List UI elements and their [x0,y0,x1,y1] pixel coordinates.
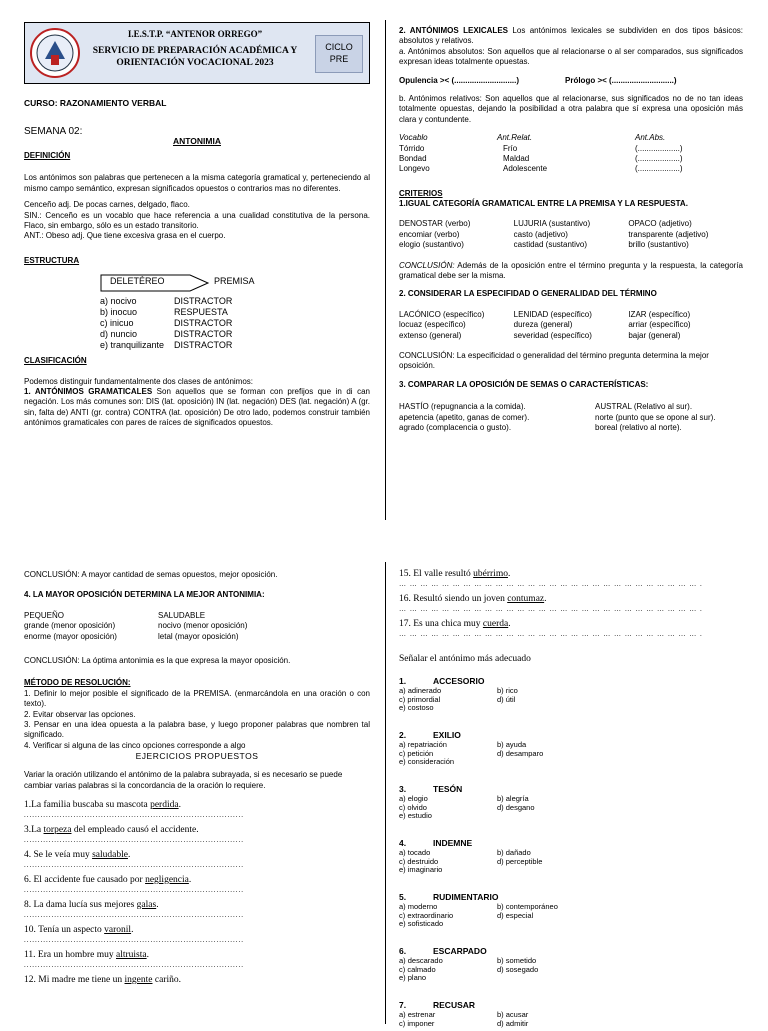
text-cell: locuaz (específico) [399,320,466,330]
text-cell: altruista [116,949,147,960]
text-cell: brillo (sustantivo) [628,240,689,250]
structure-option [100,318,232,329]
text-cell: elogio (sustantivo) [399,240,464,250]
text-cell: DISTRACTOR [174,318,233,329]
question [399,785,743,839]
text-cell: a) estrenar [399,1010,436,1020]
text-cell: . [156,899,159,910]
text-cell: CONCLUSIÓN: [399,260,455,270]
text-cell: Opulencia >< (............................) [399,75,520,85]
metodo-step: 2. Evitar observar las opciones. [24,709,136,719]
text-cell: 4. [399,838,407,849]
conclusion-semas: CONCLUSIÓN: A mayor cantidad de semas opuestos, mejor oposición. [24,570,278,579]
example-line-3: ANT.: Obeso adj. Que tiene excesiva grasa en el cuerpo. [24,231,226,241]
text-cell: DENOSTAR (verbo) [399,219,471,229]
text-cell: b) ayuda [497,740,527,750]
table-row [399,164,743,174]
text-cell: b) dañado [497,848,531,858]
text-cell: b) contemporáneo [497,902,558,912]
text-cell: … … … … … … … … … … … … … … … … … … … … … … … … … … … … . [399,580,703,589]
text-cell: casto (adjetivo) [513,229,568,239]
definicion-heading: DEFINICIÓN [24,151,71,161]
text-cell: c) inicuo [100,318,134,329]
topic-title: ANTONIMIA [172,136,221,147]
text-cell: c) extraordinario [399,910,454,920]
text-cell: EXILIO [433,730,461,741]
text-cell: d) útil [497,694,516,704]
metodo-step: 3. Pensar en una idea opuesta a la palabra base, y luego proponer palabras que nombren tal significado. [24,719,370,740]
criterio-3-examples [399,402,743,433]
text-cell: encomiar (verbo) [399,229,460,239]
text-cell: Ant.Abs. [635,133,666,143]
text-cell: . [131,924,134,935]
text-cell: 1.La familia buscaba su mascota [24,799,151,810]
text-cell: RESPUESTA [174,307,228,318]
text-cell: ................................................................................ [24,911,244,920]
text-cell: ESCARPADO [433,946,487,957]
text-cell: d) especial [497,910,534,920]
text-cell: . [544,594,547,604]
gramaticales-paragraph [24,387,370,429]
text-cell: d) nuncio [100,329,138,340]
text-cell: arriar (específico) [628,320,691,330]
text-cell: galas [136,899,157,910]
structure-option [100,296,232,307]
conclusion-optima: CONCLUSIÓN: La óptima antonimia es la que expresa la mayor oposición. [24,655,291,665]
text-cell: Tórrido [399,143,425,153]
text-cell: a) elogio [399,794,428,804]
text-cell: AUSTRAL (Relativo al sur). [595,402,693,412]
text-cell: d) desgano [497,802,535,812]
exercise-instruction: Variar la oración utilizando el antónimo de la palabra subrayada, si es necesario se puede cambiar varias palabras si la concordancia de la oración lo requiere. [24,770,343,790]
structure-option [100,307,232,318]
text-cell: a) repatriación [399,740,447,750]
text-cell: . [508,619,511,629]
text-cell: transparente (adjetivo) [628,229,709,239]
text-cell: CICLO PRE [325,42,353,64]
text-cell: RECUSAR [433,1000,476,1011]
text-cell: Bondad [399,153,427,163]
text-cell: b) sometido [497,956,537,966]
question [399,1001,743,1031]
text-cell: c) petición [399,748,434,758]
text-cell: 10. Tenía un aspecto [24,924,105,935]
definicion-text: Los antónimos son palabras que pertenecen a la misma categoría gramatical y, perteneciendo al mismo campo semántico, expresan significados opuestos o contrarios mas no diferentes. [24,173,370,193]
text-cell: grande (menor oposición) [24,621,116,631]
text-cell: . [127,849,131,860]
exercise-sentence [399,568,703,593]
text-cell: . [507,569,511,579]
criterio-1: 1.IGUAL CATEGORÍA GRAMATICAL ENTRE LA PREMISA Y LA RESPUESTA. [399,199,688,209]
question [399,731,743,785]
text-cell: DISTRACTOR [174,329,233,340]
structure-option [100,329,232,340]
relativos-paragraph: b. Antónimos relativos: Son aquellos que al relacionarse, sus significados no de no tan ideas totalmente opuestas, dejando la posibilidad a otra palabra que sí expresa una oposición más clara y contundente. [399,93,743,124]
text-cell: b) alegría [497,794,529,804]
program-line-2: ORIENTACIÓN VOCACIONAL 2023 [116,58,274,69]
exercise-sentence [24,874,244,899]
criterio-1-conclusion [399,261,743,282]
absolutos-paragraph: a. Antónimos absolutos: Son aquellos que al relacionarse o al ser comparados, sus significados expresan ideas totalmente opuestas. [399,46,743,67]
text-cell: dureza (general) [513,320,573,330]
text-cell: RUDIMENTARIO [433,892,499,903]
antonym-section-header: Señalar el antónimo más adecuado [399,654,531,664]
text-cell: e) costoso [399,703,434,713]
text-cell: LACÓNICO (específico) [399,309,485,319]
table-row [399,144,743,154]
institution-logo [29,27,81,79]
criterio-1-examples [399,219,743,250]
lexicales-paragraph [399,26,743,47]
text-cell: (...................) [635,143,683,153]
text-cell: a) nocivo [100,296,137,307]
exercise-sentence [399,593,703,618]
exercise-sentence [399,618,703,643]
text-cell: IZAR (específico) [628,309,691,319]
page1-left-column [24,22,370,429]
text-cell: saludable [92,849,128,860]
text-cell: LUJURIA (sustantivo) [513,219,591,229]
text-cell: DISTRACTOR [174,296,233,307]
text-cell: 1. ANTÓNIMOS GRAMATICALES [24,387,153,396]
criterio-2: 2. CONSIDERAR LA ESPECIFIDAD O GENERALIDAD DEL TÉRMINO [399,289,657,299]
premise-word: DELETÉREO [110,276,165,287]
text-cell: e) tranquilizante [100,340,165,351]
text-cell: SALUDABLE [158,610,206,620]
text-cell: apetencia (apetito, ganas de comer). [399,412,530,422]
text-cell: e) imaginario [399,865,443,875]
text-cell: b) acusar [497,1010,529,1020]
multiple-choice-questions [399,677,743,1031]
page1-right-column [399,26,743,433]
text-cell: d) desamparo [497,748,544,758]
text-cell: ................................................................................ [24,886,244,895]
page2-right-column [399,568,743,1031]
structure-option [100,340,232,351]
text-cell: c) calmado [399,964,436,974]
text-cell: (...................) [635,153,683,163]
course-title: CURSO: RAZONAMIENTO VERBAL [24,98,167,108]
text-cell: 6. [399,946,407,957]
exercise-sentence [24,949,244,974]
text-cell: ................................................................................ [24,961,244,970]
text-cell: (...................) [635,164,683,174]
week-label: SEMANA 02: [24,126,83,138]
text-cell: 8. La dama lucía sus mejores [24,899,137,910]
text-cell: Longevo [399,164,430,174]
question [399,947,743,1001]
text-cell: extenso (general) [399,330,462,340]
text-cell: 5. [399,892,407,903]
metodo-heading: MÉTODO DE RESOLUCIÓN: [24,678,131,688]
text-cell: negligencia [145,874,189,885]
page2-left-column [24,570,370,990]
text-cell: LENIDAD (específico) [513,309,592,319]
text-cell: Ant.Relat. [497,133,533,143]
text-cell: cariño. [152,974,181,985]
text-cell: … … … … … … … … … … … … … … … … … … … … … … … … … … … … . [399,605,703,614]
exercise-sentence [24,924,244,949]
text-cell: cuerda [482,619,509,629]
ejercicios-title: EJERCICIOS PROPUESTOS [135,751,259,762]
text-cell: 2. ANTÓNIMOS LEXICALES [399,26,508,35]
institution-name: I.E.S.T.P. “ANTENOR ORREGO” [127,29,263,39]
page2-divider [385,562,386,1024]
text-cell: c) primordial [399,694,441,704]
text-cell: severidad (específico) [513,330,592,340]
text-cell: 17. Es una chica muy [399,619,483,629]
text-cell: d) perceptible [497,856,543,866]
estructura-heading: ESTRUCTURA [24,255,80,265]
exercise-sentence [24,799,244,824]
text-cell: 6. El accidente fue causado por [24,874,146,885]
text-cell: ................................................................................ [24,811,244,820]
criterio-3: 3. COMPARAR LA OPOSICIÓN DE SEMAS O CARACTERÍSTICAS: [399,379,649,389]
exercise-sentence [24,974,224,990]
page1-divider [385,20,386,520]
exercise-sentence [24,849,244,874]
criterio-2-conclusion: CONCLUSIÓN: La especificidad o generalidad del término pregunta determina la mejor opsoición. [399,350,709,371]
question [399,677,743,731]
program-line-1: SERVICIO DE PREPARACIÓN ACADÉMICA Y [92,45,298,56]
criterio-4-examples [24,611,370,642]
metodo-step: 1. Definir lo mejor posible el significado de la PREMISA. (enmarcándola en una oración o con texto). [24,688,370,709]
text-cell: DISTRACTOR [174,340,233,351]
text-cell: Frío [503,143,518,153]
text-cell: 15. El valle resultó [399,569,474,579]
table-row [399,154,743,164]
text-cell: a) adinerado [399,686,442,696]
text-cell: ingente [124,974,153,985]
text-cell: 3.La [24,824,44,835]
exercise-sentence [24,824,244,849]
text-cell: HASTÍO (repugnancia a la comida). [399,402,526,412]
table-header [399,133,743,143]
text-cell: a) moderno [399,902,438,912]
text-cell: e) consideración [399,757,455,767]
text-cell: d) sosegado [497,964,539,974]
text-cell: bajar (general) [628,330,681,340]
text-cell: OPACO (adjetivo) [628,219,692,229]
text-cell: TESÓN [433,784,463,795]
text-cell: ................................................................................ [24,836,244,845]
text-cell: ubérrimo [473,569,508,579]
exercise-sentence [24,899,244,924]
clasificacion-intro: Podemos distinguir fundamentalmente dos clases de antónimos: [24,376,254,386]
text-cell: agrado (complacencia o gusto). [399,422,512,432]
text-cell: . [178,799,181,810]
header-banner [24,22,370,84]
text-cell: INDEMNE [433,838,473,849]
text-cell: b) rico [497,686,518,696]
text-cell: . [188,874,192,885]
text-cell: e) sofisticado [399,919,444,929]
text-cell: Son aquellos que se forman con prefijos que in di can negación. Los más comunes son: DIS (lat. oposición) IN (lat. negación) DES (lat. negación) A (gr. sin, falta de) ANTI (gr. contra) CONTRA (lat. oposición) De otro lado, podemos construir también antónimos gramaticales con pares de raíces de significados opuestos. [24,387,370,428]
relativos-table [399,133,743,175]
text-cell: Además de la oposición entre el término pregunta y la respuesta, la categoría gramatical debe ser la misma. [399,260,743,281]
example-line-1: Cenceño adj. De pocas carnes, delgado, flaco. [24,200,190,210]
text-cell: 12. Mi madre me tiene un [24,974,125,985]
metodo-step: 4. Verificar si alguna de las cinco opciones corresponde a algo [24,740,246,750]
text-cell: 2. [399,730,407,741]
example-line-2: SIN.: Cenceño es un vocablo que hace referencia a una cualidad constitutiva de la persona. Flaco, sin embargo, sólo es un estado transitorio. [24,210,370,231]
text-cell: b) inocuo [100,307,138,318]
premise-label: PREMISA [214,276,255,287]
exercise-sentences [24,799,244,990]
text-cell: contumaz [507,594,545,604]
text-cell: Vocablo [399,133,428,143]
estructura-diagram [24,270,370,352]
criterio-2-examples [399,310,743,341]
text-cell: 4. Se le veía muy [24,849,93,860]
text-cell: enorme (mayor oposición) [24,631,117,641]
text-cell: ................................................................................ [24,936,244,945]
text-cell: perdida [150,799,179,810]
text-cell: ................................................................................ [24,861,244,870]
text-cell: 16. Resultó siendo un joven [399,594,508,604]
text-cell: del empleado causó el accidente. [71,824,199,835]
text-cell: e) plano [399,973,427,983]
absolutos-example [399,76,743,86]
text-cell: c) imponer [399,1018,435,1028]
structure-options [100,296,232,351]
clasificacion-heading: CLASIFICACIÓN [24,356,87,366]
text-cell: castidad (sustantivo) [513,240,588,250]
text-cell: boreal (relativo al norte). [595,422,682,432]
text-cell: nocivo (menor oposición) [158,621,248,631]
text-cell: torpeza [43,824,72,835]
text-cell: varonil [104,924,132,935]
text-cell: e) estudio [399,811,432,821]
text-cell: c) destruido [399,856,439,866]
text-cell: ACCESORIO [433,676,485,687]
text-cell: 3. [399,784,407,795]
criterio-4: 4. LA MAYOR OPOSICIÓN DETERMINA LA MEJOR ANTONIMIA: [24,590,265,600]
text-cell: letal (mayor oposición) [158,631,239,641]
text-cell: PEQUEÑO [24,610,65,620]
text-cell: a) descarado [399,956,443,966]
text-cell: . [146,949,149,960]
question [399,893,743,947]
text-cell: a) tocado [399,848,431,858]
exercise-sentences-continued [399,568,703,643]
text-cell: Maldad [503,153,530,163]
ciclo-pre-badge [315,35,363,73]
text-cell: c) olvido [399,802,427,812]
text-cell: norte (punto que se opone al sur). [595,412,716,422]
text-cell: 7. [399,1000,407,1011]
text-cell: Prólogo >< (............................) [565,75,677,85]
text-cell: 11. Era un hombre muy [24,949,116,960]
question [399,839,743,893]
text-cell: d) admitir [497,1018,529,1028]
text-cell: 1. [399,676,407,687]
criterios-heading: CRITERIOS [399,188,443,198]
text-cell: Los antónimos lexicales se subdividen en dos tipos básicos: absolutos y relativos. [399,26,743,46]
text-cell: … … … … … … … … … … … … … … … … … … … … … … … … … … … … . [399,630,703,639]
text-cell: Adolescente [503,164,548,174]
